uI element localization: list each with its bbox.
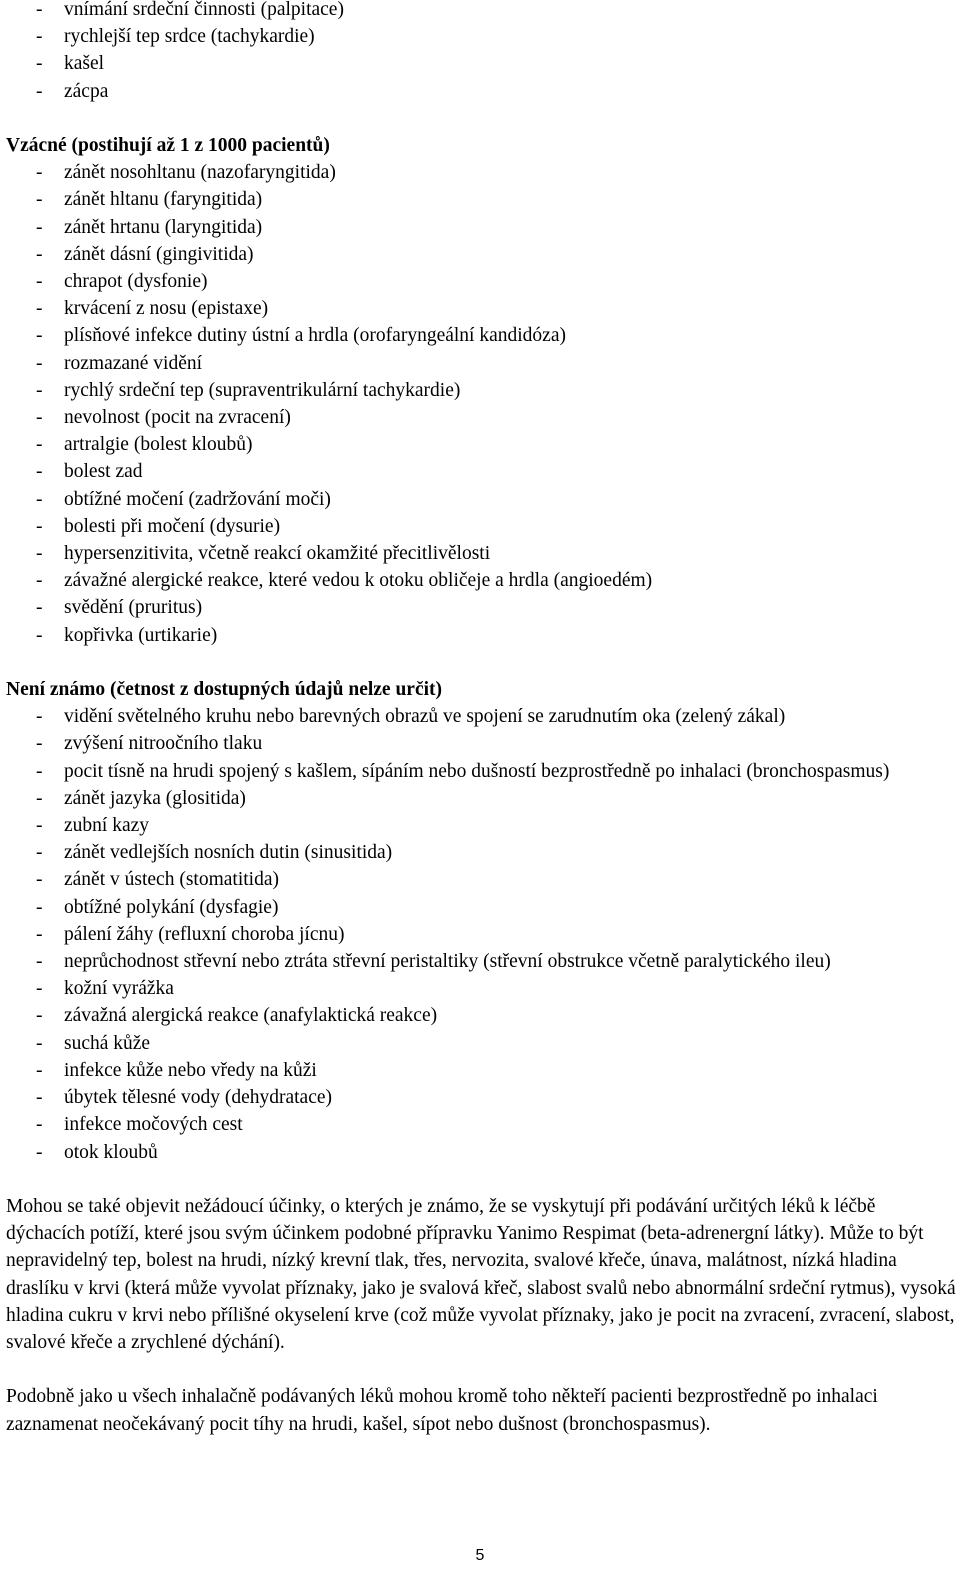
list-item: - plísňové infekce dutiny ústní a hrdla (orofaryngeální kandidóza) (6, 322, 956, 349)
list-item: - bolest zad (6, 458, 956, 485)
list-item: - nevolnost (pocit na zvracení) (6, 404, 956, 431)
list-item: - pocit tísně na hrudi spojený s kašlem, sípáním nebo dušností bezprostředně po inhalaci (bronchospasmus) (6, 758, 956, 785)
list-item: - artralgie (bolest kloubů) (6, 431, 956, 458)
list-item: - kopřivka (urtikarie) (6, 622, 956, 649)
list-item: - zánět dásní (gingivitida) (6, 241, 956, 268)
list-item: - zánět vedlejších nosních dutin (sinusitida) (6, 839, 956, 866)
list-item: - infekce kůže nebo vředy na kůži (6, 1057, 956, 1084)
list-item: - obtížné močení (zadržování moči) (6, 486, 956, 513)
unknown-heading: Není známo (četnost z dostupných údajů nelze určit) (6, 679, 443, 701)
paragraph-beta-agonists: Mohou se také objevit nežádoucí účinky, o kterých je známo, že se vyskytují při podávání určitých léků k léčbě dýchacích potíží, které jsou svým účinkem podobné přípravku Yanimo Respimat (beta-adrenergní látky). Může to být nepravidelný tep, bolest na hrudi, nízký krevní tlak, třes, nervozita, svalové křeče, únava, malátnost, nízká hladina draslíku v krvi (která může vyvolat příznaky, jako je svalová křeč, slabost svalů nebo abnormální srdeční rytmus), vysoká hladina cukru v krvi nebo přílišné okyselení krve (což může vyvolat příznaky, jako je pocit na zvracení, zvracení, slabost, svalové křeče a zrychlené dýchání). (6, 1195, 956, 1353)
list-item: - zánět jazyka (glositida) (6, 785, 956, 812)
list-item: - suchá kůže (6, 1030, 956, 1057)
list-item: - pálení žáhy (refluxní choroba jícnu) (6, 921, 956, 948)
list-item: - kožní vyrážka (6, 975, 956, 1002)
list-item: - úbytek tělesné vody (dehydratace) (6, 1084, 956, 1111)
document-page (6, 0, 956, 1438)
list-item: - rozmazané vidění (6, 350, 956, 377)
list-item: - zánět hrtanu (laryngitida) (6, 214, 956, 241)
list-item: - obtížné polykání (dysfagie) (6, 894, 956, 921)
list-item: - vnímání srdeční činnosti (palpitace) (6, 0, 956, 23)
list-item: - rychlý srdeční tep (supraventrikulární tachykardie) (6, 377, 956, 404)
rare-heading: Vzácné (postihují až 1 z 1000 pacientů) (6, 135, 330, 156)
list-item: - neprůchodnost střevní nebo ztráta střevní peristaltiky (střevní obstrukce včetně paralytického ileu) (6, 948, 956, 975)
list-item: - otok kloubů (6, 1139, 956, 1166)
list-item: - zácpa (6, 78, 956, 105)
list-item: - vidění světelného kruhu nebo barevných obrazů ve spojení se zarudnutím oka (zelený zákal) (6, 703, 956, 730)
list-item: - závažná alergická reakce (anafylaktická reakce) (6, 1002, 956, 1029)
list-item: - krvácení z nosu (epistaxe) (6, 295, 956, 322)
list-item: - zubní kazy (6, 812, 956, 839)
list-item: - svědění (pruritus) (6, 594, 956, 621)
page-number: 5 (475, 1547, 485, 1564)
top-list (6, 0, 956, 105)
list-item: - zánět nosohltanu (nazofaryngitida) (6, 159, 956, 186)
list-item: - hypersenzitivita, včetně reakcí okamžité přecitlivělosti (6, 540, 956, 567)
list-item: - kašel (6, 50, 956, 77)
list-item: - infekce močových cest (6, 1111, 956, 1138)
unknown-list (6, 703, 956, 1165)
paragraph-bronchospasm: Podobně jako u všech inhalačně podávaných léků mohou kromě toho někteří pacienti bezprostředně po inhalaci zaznamenat neočekávaný pocit tíhy na hrudi, kašel, sípot nebo dušnost (bronchospasmus). (6, 1386, 878, 1435)
rare-list (6, 159, 956, 649)
list-item: - zánět hltanu (faryngitida) (6, 186, 956, 213)
list-item: - bolesti při močení (dysurie) (6, 513, 956, 540)
list-item: - chrapot (dysfonie) (6, 268, 956, 295)
list-item: - zvýšení nitroočního tlaku (6, 730, 956, 757)
list-item: - závažné alergické reakce, které vedou k otoku obličeje a hrdla (angioedém) (6, 567, 956, 594)
list-item: - zánět v ústech (stomatitida) (6, 866, 956, 893)
list-item: - rychlejší tep srdce (tachykardie) (6, 23, 956, 50)
